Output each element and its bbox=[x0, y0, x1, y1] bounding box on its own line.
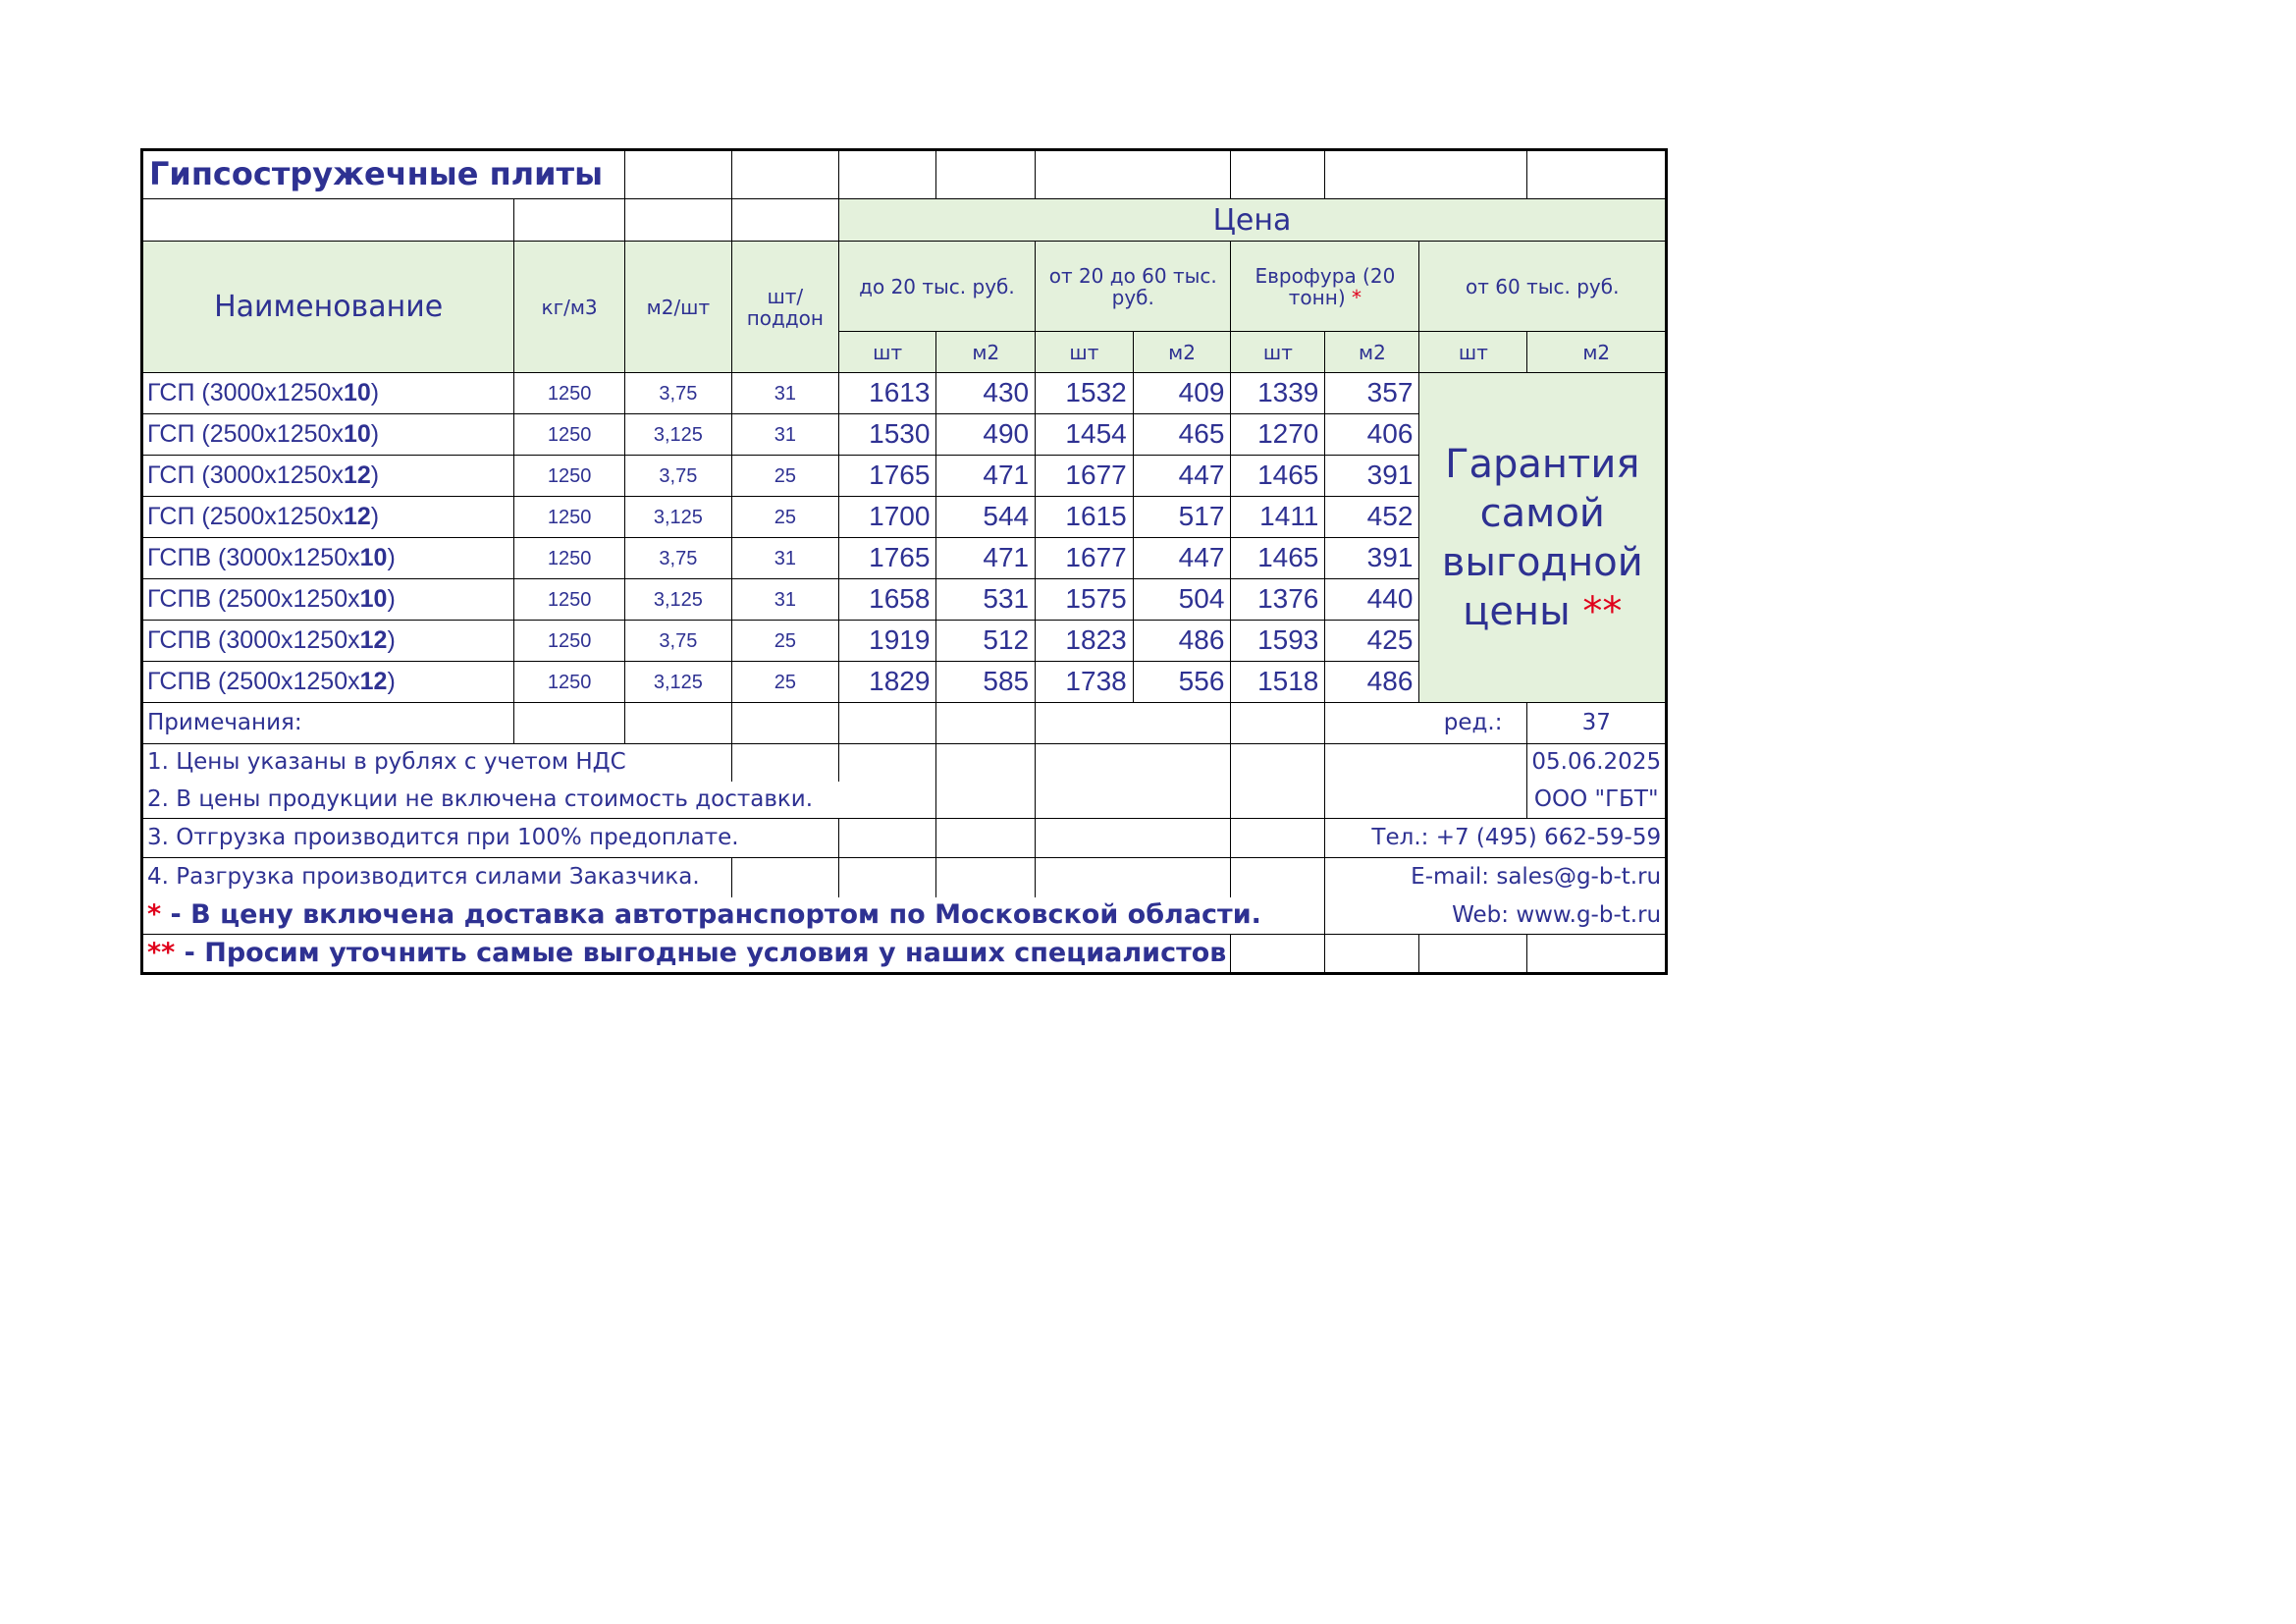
tier2-header: от 20 до 60 тыс. руб. bbox=[1036, 242, 1231, 332]
page-title: Гипсостружечные плиты bbox=[142, 150, 625, 199]
price-cell: 1765 bbox=[838, 538, 936, 579]
price-cell: 471 bbox=[936, 538, 1036, 579]
price-cell: 1919 bbox=[838, 621, 936, 662]
product-name: ГСП (3000х1250х12) bbox=[142, 456, 514, 497]
price-cell: 452 bbox=[1325, 497, 1419, 538]
price-cell: 1700 bbox=[838, 497, 936, 538]
company-name: ООО "ГБТ" bbox=[1527, 782, 1667, 819]
tier3-header bbox=[1231, 242, 1419, 332]
tier3-label: Еврофура (20 тонн) bbox=[1255, 263, 1396, 309]
pallet-cell: 25 bbox=[731, 662, 838, 703]
pallet-cell: 31 bbox=[731, 538, 838, 579]
area-cell: 3,75 bbox=[624, 456, 731, 497]
price-cell: 531 bbox=[936, 579, 1036, 621]
price-cell: 1677 bbox=[1036, 538, 1134, 579]
area-cell: 3,75 bbox=[624, 621, 731, 662]
note-3: 3. Отгрузка производится при 100% предоплате. bbox=[142, 819, 839, 858]
price-date: 05.06.2025 bbox=[1527, 744, 1667, 782]
price-cell: 1593 bbox=[1231, 621, 1325, 662]
price-cell: 391 bbox=[1325, 456, 1419, 497]
price-cell: 1615 bbox=[1036, 497, 1134, 538]
product-name: ГСП (2500х1250х12) bbox=[142, 497, 514, 538]
price-cell: 1376 bbox=[1231, 579, 1325, 621]
unit-m2: м2 bbox=[1325, 332, 1419, 373]
price-cell: 486 bbox=[1325, 662, 1419, 703]
product-name: ГСПВ (3000х1250х10) bbox=[142, 538, 514, 579]
name-header: Наименование bbox=[142, 242, 514, 373]
price-cell: 512 bbox=[936, 621, 1036, 662]
price-cell: 490 bbox=[936, 414, 1036, 456]
price-cell: 585 bbox=[936, 662, 1036, 703]
price-cell: 1575 bbox=[1036, 579, 1134, 621]
area-cell: 3,125 bbox=[624, 414, 731, 456]
price-cell: 357 bbox=[1325, 373, 1419, 414]
price-cell: 1738 bbox=[1036, 662, 1134, 703]
price-cell: 1765 bbox=[838, 456, 936, 497]
area-cell: 3,125 bbox=[624, 579, 731, 621]
note-4: 4. Разгрузка производится силами Заказчика. bbox=[142, 858, 732, 897]
asterisk-mark: * bbox=[1351, 285, 1362, 309]
price-cell: 1518 bbox=[1231, 662, 1325, 703]
guarantee-text: Гарантия самой выгодной цены bbox=[1441, 441, 1643, 634]
unit-pc: шт bbox=[1231, 332, 1325, 373]
table-row bbox=[142, 373, 1667, 414]
area-cell: 3,125 bbox=[624, 497, 731, 538]
price-cell: 1411 bbox=[1231, 497, 1325, 538]
revision-label: ред.: bbox=[1419, 703, 1527, 744]
contact-phone: Тел.: +7 (495) 662-59-59 bbox=[1325, 819, 1667, 858]
contact-web[interactable]: Web: www.g-b-t.ru bbox=[1325, 897, 1667, 935]
price-cell: 1270 bbox=[1231, 414, 1325, 456]
price-cell: 504 bbox=[1133, 579, 1231, 621]
price-cell: 406 bbox=[1325, 414, 1419, 456]
unit-m2: м2 bbox=[936, 332, 1036, 373]
price-list-table bbox=[140, 148, 1668, 975]
price-header: Цена bbox=[838, 199, 1666, 242]
price-cell: 556 bbox=[1133, 662, 1231, 703]
pallet-cell: 31 bbox=[731, 579, 838, 621]
pallet-cell: 25 bbox=[731, 456, 838, 497]
double-asterisk-mark: ** bbox=[1582, 588, 1623, 634]
pallet-cell: 25 bbox=[731, 497, 838, 538]
tier1-header: до 20 тыс. руб. bbox=[838, 242, 1035, 332]
pallet-cell: 31 bbox=[731, 373, 838, 414]
density-cell: 1250 bbox=[514, 414, 625, 456]
density-cell: 1250 bbox=[514, 579, 625, 621]
price-cell: 425 bbox=[1325, 621, 1419, 662]
notes-label: Примечания: bbox=[142, 703, 514, 744]
price-cell: 430 bbox=[936, 373, 1036, 414]
price-cell: 391 bbox=[1325, 538, 1419, 579]
pallet-cell: 25 bbox=[731, 621, 838, 662]
revision-number: 37 bbox=[1527, 703, 1667, 744]
density-cell: 1250 bbox=[514, 538, 625, 579]
product-name: ГСПВ (3000х1250х12) bbox=[142, 621, 514, 662]
area-cell: 3,75 bbox=[624, 373, 731, 414]
unit-m2: м2 bbox=[1527, 332, 1667, 373]
unit-m2: м2 bbox=[1133, 332, 1231, 373]
guarantee-box bbox=[1419, 373, 1667, 703]
density-cell: 1250 bbox=[514, 456, 625, 497]
pallet-cell: 31 bbox=[731, 414, 838, 456]
density-cell: 1250 bbox=[514, 662, 625, 703]
price-cell: 1339 bbox=[1231, 373, 1325, 414]
price-cell: 409 bbox=[1133, 373, 1231, 414]
price-cell: 447 bbox=[1133, 538, 1231, 579]
unit-pc: шт bbox=[1036, 332, 1134, 373]
area-cell: 3,75 bbox=[624, 538, 731, 579]
price-cell: 1465 bbox=[1231, 456, 1325, 497]
price-cell: 1658 bbox=[838, 579, 936, 621]
price-cell: 1465 bbox=[1231, 538, 1325, 579]
product-name: ГСПВ (2500х1250х12) bbox=[142, 662, 514, 703]
price-cell: 1613 bbox=[838, 373, 936, 414]
price-cell: 1677 bbox=[1036, 456, 1134, 497]
unit-pc: шт bbox=[838, 332, 936, 373]
price-cell: 544 bbox=[936, 497, 1036, 538]
pallet-header: шт/ поддон bbox=[731, 242, 838, 373]
price-cell: 440 bbox=[1325, 579, 1419, 621]
density-cell: 1250 bbox=[514, 497, 625, 538]
unit-pc: шт bbox=[1419, 332, 1527, 373]
density-cell: 1250 bbox=[514, 621, 625, 662]
contact-email[interactable]: E-mail: sales@g-b-t.ru bbox=[1325, 858, 1667, 897]
price-cell: 471 bbox=[936, 456, 1036, 497]
area-header: м2/шт bbox=[624, 242, 731, 373]
area-cell: 3,125 bbox=[624, 662, 731, 703]
footnote-best-terms: ** - Просим уточнить самые выгодные условия у наших специалистов bbox=[142, 935, 1231, 974]
price-cell: 1532 bbox=[1036, 373, 1134, 414]
price-cell: 1829 bbox=[838, 662, 936, 703]
product-name: ГСП (2500х1250х10) bbox=[142, 414, 514, 456]
product-name: ГСП (3000х1250х10) bbox=[142, 373, 514, 414]
density-header: кг/м3 bbox=[514, 242, 625, 373]
price-cell: 517 bbox=[1133, 497, 1231, 538]
price-cell: 465 bbox=[1133, 414, 1231, 456]
price-cell: 1530 bbox=[838, 414, 936, 456]
footnote-delivery: * - В цену включена доставка автотранспортом по Московской области. bbox=[142, 897, 1325, 935]
note-2: 2. В цены продукции не включена стоимость доставки. bbox=[142, 782, 936, 819]
price-cell: 447 bbox=[1133, 456, 1231, 497]
density-cell: 1250 bbox=[514, 373, 625, 414]
tier4-header: от 60 тыс. руб. bbox=[1419, 242, 1667, 332]
price-cell: 486 bbox=[1133, 621, 1231, 662]
price-cell: 1454 bbox=[1036, 414, 1134, 456]
price-cell: 1823 bbox=[1036, 621, 1134, 662]
product-name: ГСПВ (2500х1250х10) bbox=[142, 579, 514, 621]
note-1: 1. Цены указаны в рублях с учетом НДС bbox=[142, 744, 732, 782]
